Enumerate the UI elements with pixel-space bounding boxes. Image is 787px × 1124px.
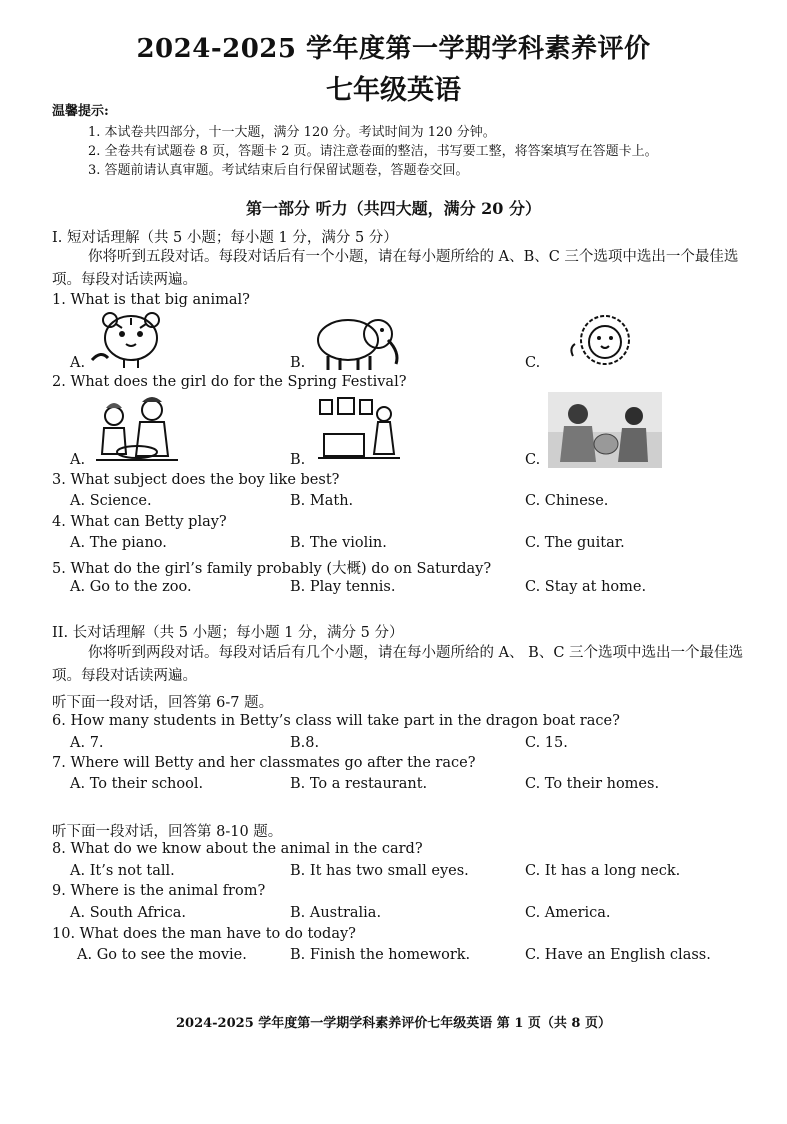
option-label: A. South Africa. xyxy=(70,905,186,921)
question-text: 7. Where will Betty and her classmates go after the race? xyxy=(52,755,476,771)
question-text: 8. What do we know about the animal in the card? xyxy=(52,841,423,857)
question-text: 10. What does the man have to do today? xyxy=(52,926,356,942)
tip-item: 1. 本试卷共四部分，十一大题，满分 120 分。考试时间为 120 分钟。 xyxy=(88,125,496,140)
question-text: 3. What subject does the boy like best? xyxy=(52,472,340,488)
option-label: C. 15. xyxy=(525,735,568,751)
option-label: B.8. xyxy=(290,735,320,751)
option-label: B. Australia. xyxy=(290,905,382,921)
option-label: C. Have an English class. xyxy=(525,947,711,963)
option-label: B. Play tennis. xyxy=(290,579,396,595)
option-label: A. xyxy=(70,355,86,371)
page-subtitle: 七年级英语 xyxy=(326,75,461,106)
option-label: A. The piano. xyxy=(70,535,167,551)
page-footer: 2024-2025 学年度第一学期学科素养评价七年级英语 第 1 页（共 8 页） xyxy=(175,1016,611,1031)
option-label: B. xyxy=(290,452,306,468)
listening-note: 听下面一段对话，回答第 6-7 题。 xyxy=(52,695,274,711)
cooking-girls-image xyxy=(92,394,182,466)
tiger-image xyxy=(86,310,176,370)
option-label: C. The guitar. xyxy=(525,535,625,551)
question-text: 6. How many students in Betty’s class will take part in the dragon boat race? xyxy=(52,713,620,729)
elephant-image xyxy=(308,312,408,372)
option-label: B. It has two small eyes. xyxy=(290,863,469,879)
option-label: B. Finish the homework. xyxy=(290,947,471,963)
part-heading: 第一部分 听力（共四大题，满分 20 分） xyxy=(246,199,541,218)
option-label: C. To their homes. xyxy=(525,776,660,792)
tip-item: 2. 全卷共有试题卷 8 页，答题卡 2 页。请注意卷面的整洁，书写要工整，将答案填写在答题卡上。 xyxy=(88,144,658,159)
decorating-room-image xyxy=(314,394,404,466)
option-label: B. xyxy=(290,355,306,371)
option-label: C. America. xyxy=(525,905,611,921)
section-instruction: 你将听到五段对话。每段对话后有一个小题，请在每小题所给的 A、B、C 三个选项中选出一个最佳选项。每段对话读两遍。 xyxy=(52,249,739,288)
tip-item: 3. 答题前请认真审题。考试结束后自行保留试题卷，答题卷交回。 xyxy=(88,163,469,178)
section-heading: II. 长对话理解（共 5 小题；每小题 1 分，满分 5 分） xyxy=(52,625,404,641)
option-label: A. Go to see the movie. xyxy=(77,947,247,963)
listening-note: 听下面一段对话，回答第 8-10 题。 xyxy=(52,824,283,840)
option-label: B. The violin. xyxy=(290,535,387,551)
tips-heading: 温馨提示: xyxy=(52,104,109,119)
option-label: C. xyxy=(525,452,541,468)
question-text: 9. Where is the animal from? xyxy=(52,883,266,899)
option-label: A. Science. xyxy=(70,493,152,509)
option-label: B. To a restaurant. xyxy=(290,776,428,792)
option-label: A. Go to the zoo. xyxy=(70,579,192,595)
option-label: C. xyxy=(525,355,541,371)
question-text: 4. What can Betty play? xyxy=(52,514,227,530)
question-text: 2. What does the girl do for the Spring Festival? xyxy=(52,374,407,390)
option-label: A. 7. xyxy=(70,735,104,751)
family-pumpkin-photo xyxy=(548,392,662,468)
option-label: C. Chinese. xyxy=(525,493,609,509)
section-heading: I. 短对话理解（共 5 小题；每小题 1 分，满分 5 分） xyxy=(52,230,398,246)
lion-image xyxy=(565,312,645,372)
page-title: 2024-2025 学年度第一学期学科素养评价 xyxy=(136,34,651,64)
option-label: C. Stay at home. xyxy=(525,579,647,595)
option-label: C. It has a long neck. xyxy=(525,863,681,879)
option-label: B. Math. xyxy=(290,493,354,509)
option-label: A. xyxy=(70,452,86,468)
option-label: A. It’s not tall. xyxy=(70,863,175,879)
option-label: A. To their school. xyxy=(70,776,204,792)
question-text: 5. What do the girl’s family probably (大概) do on Saturday? xyxy=(52,561,492,577)
section-instruction: 你将听到两段对话。每段对话后有几个小题，请在每小题所给的 A、 B、C 三个选项中选出一个最佳选项。每段对话读两遍。 xyxy=(52,645,744,684)
question-text: 1. What is that big animal? xyxy=(52,292,250,308)
